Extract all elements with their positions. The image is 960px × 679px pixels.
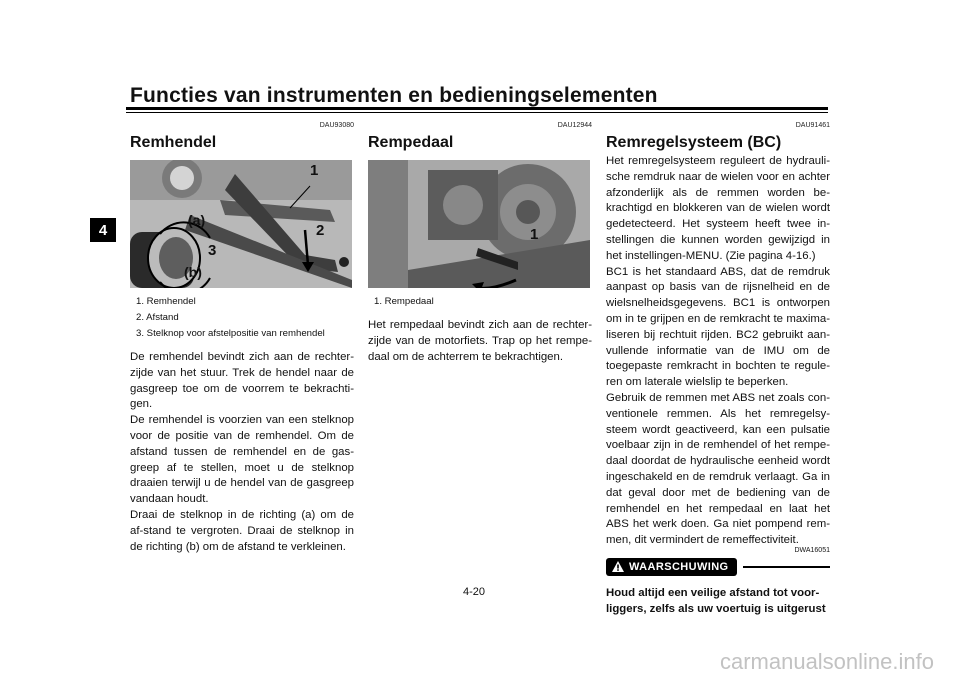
figure-label-2: 2 [316,222,325,239]
brake-lever-figure [130,160,352,288]
warning-label: WAARSCHUWING [629,560,729,573]
brake-pedal-illustration [368,160,590,288]
body-text [130,350,354,555]
figure-label-a: (a) [188,212,206,228]
chapter-tab: 4 [90,218,116,242]
caption-list [368,294,592,310]
figure-label-1: 1 [310,162,319,179]
page-number: 4-20 [463,586,486,598]
section-brake-control [606,122,830,618]
figure-label-b: (b) [184,264,202,280]
paragraph: Draai de stelknop in de richting (a) om de af-stand te vergroten. Draai de stelknop in de richting (b) om de afstand te verkleinen. [130,508,354,553]
caption-list [130,294,354,342]
figure-label-1: 1 [530,226,539,243]
caption-item: 2. Afstand [136,312,179,323]
brake-pedal-figure [368,160,590,288]
title-rule [126,107,828,110]
section-brake-pedal [368,122,592,365]
warning-badge [606,558,737,576]
section-code: DAU91461 [795,122,830,129]
warning-header [606,558,830,576]
paragraph: BC1 is het standaard ABS, dat de remdruk aanpast op basis van de rijsnelheid en de wielsnelheidsgegevens. BC1 is ontworpen om in te grijpen en de remkracht te maxima-liseren bij rechtuit rijden. BC2 gebruikt aan-vullende informatie van de IMU om de toegepaste remkracht in bochten te regule-ren om laterale wielslip te beperken. [606,265,830,389]
warning-code: DWA16051 [794,546,830,554]
section-heading: Remhendel [130,134,217,151]
warning-rule [743,566,830,568]
paragraph: Het remregelsysteem reguleert de hydrauli-sche remdruk naar de wielen voor en achter afzonderlijk als de remmen worden be-krachtigd en blokkeren van de wielen wordt gedetecteerd. Het systeem heeft twee in-stellingen die kunnen worden gewijzigd in het instellingen-MENU. (Zie pagina 4-16.) [606,155,830,262]
caption-item: 1. Remhendel [136,296,196,307]
section-brake-lever [130,122,354,555]
paragraph: De remhendel is voorzien van een stelknop voor de positie van de remhendel. Om de afstand tussen de remhendel en de gas-greep af te stellen, moet u de stelknop draaien terwijl u de hendel van de gasgreep vandaan houdt. [130,414,354,506]
caption-item: 3. Stelknop voor afstelpositie van remhendel [136,328,325,339]
section-code: DAU12944 [557,122,592,129]
page-title: Functies van instrumenten en bedieningselementen [130,84,658,107]
warning-text: Houd altijd een veilige afstand tot voor-liggers, zelfs als uw voertuig is uitgerust [606,586,826,615]
paragraph: Gebruik de remmen met ABS net zoals con-ventionele remmen. Als het remregelsy-steem wordt geactiveerd, kan een pulsatie voelbaar zijn in de remhendel of het rempe-daal doordat de hydraulische eenheid wordt ingeschakeld en de remdruk verlaagt. Ga in dat geval door met de bediening van de remhendel en het rempedaal en laat het ABS het werk doen. Ga niet pompend rem-men, dit vermindert de remeffectiviteit. [606,391,830,547]
title-rule-thin [126,112,828,113]
body-text [368,318,592,365]
figure-label-3: 3 [208,242,217,259]
paragraph: Het rempedaal bevindt zich aan de rechter-zijde van de motorfiets. Trap op het rempe-daal om de achterrem te bekrachtigen. [368,319,592,363]
body-text [606,154,830,549]
watermark: carmanualsonline.info [719,649,934,674]
section-code: DAU93080 [319,122,354,129]
caption-item: 1. Rempedaal [374,296,434,307]
paragraph: De remhendel bevindt zich aan de rechter-zijde van het stuur. Trek de hendel naar de gasgreep toe om de voorrem te bekrachti-gen. [130,351,354,411]
section-heading: Remregelsysteem (BC) [606,134,782,151]
section-heading: Rempedaal [368,134,454,151]
warning-triangle-icon [612,561,624,572]
